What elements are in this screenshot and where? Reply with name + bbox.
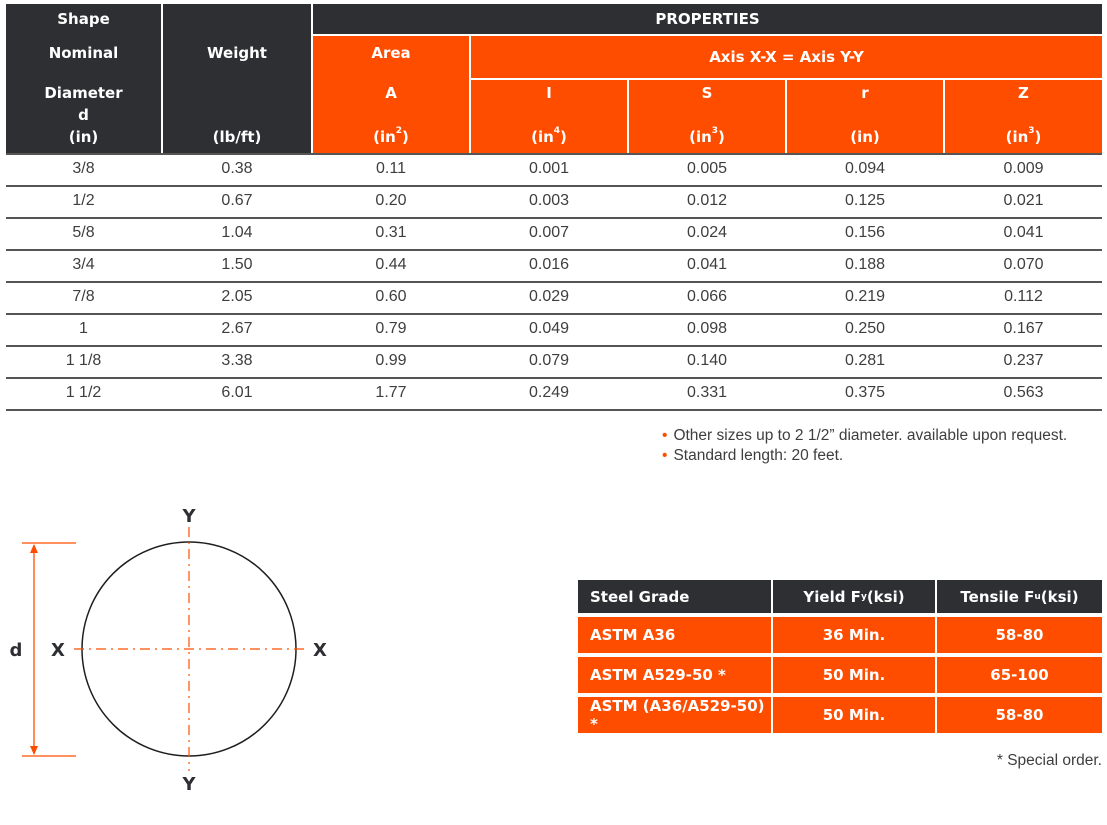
header-A: A xyxy=(385,84,397,102)
cell-area: 0.20 xyxy=(375,192,407,209)
header-d-unit: (in) xyxy=(68,128,99,146)
cell-Z: 0.070 xyxy=(1003,256,1044,273)
cell-r: 0.375 xyxy=(844,384,886,401)
cell-diameter: 3/4 xyxy=(72,256,95,273)
header-axis xyxy=(471,36,1102,78)
cell-diameter: 1/2 xyxy=(72,192,95,209)
header-area: Area xyxy=(371,44,411,62)
cell-I: 0.079 xyxy=(528,352,570,369)
cell-I: 0.007 xyxy=(528,224,570,241)
header-weight-cell xyxy=(163,4,311,154)
table-row xyxy=(6,346,1102,378)
cell-Z: 0.041 xyxy=(1003,224,1044,241)
cell-diameter: 1 1/2 xyxy=(65,384,102,401)
cell-weight: 0.38 xyxy=(221,160,253,177)
cell-S: 0.024 xyxy=(686,224,728,241)
cell-r: 0.281 xyxy=(844,352,886,369)
header-properties xyxy=(313,4,1102,34)
header-S-unit: $(in^3)$ xyxy=(689,126,725,146)
cell-Z: 0.237 xyxy=(1003,352,1044,369)
cell-diameter: 5/8 xyxy=(72,224,95,241)
cell-Z: 0.112 xyxy=(1004,288,1043,305)
cell-area: 0.31 xyxy=(375,224,407,241)
row-divider xyxy=(6,409,1102,411)
steel-header-yield: Yield F y (ksi) xyxy=(773,580,935,613)
header-shape-cell xyxy=(6,4,161,154)
cell-Z: 0.021 xyxy=(1003,192,1044,209)
cell-r: 0.156 xyxy=(844,224,886,241)
cell-weight: 2.67 xyxy=(221,320,253,337)
cell-area: 0.44 xyxy=(375,256,407,273)
cell-S: 0.066 xyxy=(686,288,728,305)
cell-I: 0.001 xyxy=(528,160,570,177)
header-weight: Weight xyxy=(207,44,267,62)
header-properties-label: PROPERTIES xyxy=(655,10,760,28)
header-S: S xyxy=(701,84,713,102)
cell-r: 0.219 xyxy=(844,288,886,305)
cell-area: 1.77 xyxy=(375,384,407,401)
header-shape: Shape xyxy=(57,10,110,28)
steel-cell-tensile: 65-100 xyxy=(937,657,1102,693)
table-row xyxy=(6,314,1102,346)
steel-header-grade: Steel Grade xyxy=(578,580,771,613)
cell-r: 0.125 xyxy=(844,192,886,209)
header-axis-label: Axis X-X = Axis Y-Y xyxy=(709,48,864,66)
note-standard-length: • Standard length: 20 feet. xyxy=(662,447,844,464)
header-area-cell xyxy=(313,36,469,154)
cell-diameter: 7/8 xyxy=(72,288,95,305)
cell-diameter: 1 xyxy=(79,320,88,337)
cell-area: 0.79 xyxy=(375,320,407,337)
header-d: d xyxy=(78,106,89,124)
header-Z: Z xyxy=(1018,84,1029,102)
header-S-cell xyxy=(629,80,785,154)
steel-cell-yield: 36 Min. xyxy=(773,617,935,653)
header-weight-unit: (lb/ft) xyxy=(212,128,262,146)
table-row xyxy=(6,378,1102,410)
steel-cell-yield: 50 Min. xyxy=(773,657,935,693)
dimension-arrow-bottom-icon xyxy=(30,746,38,755)
steel-cell-grade: ASTM (A36/A529-50) * xyxy=(578,697,771,733)
cell-I: 0.029 xyxy=(528,288,570,305)
header-r: r xyxy=(861,84,869,102)
cell-S: 0.005 xyxy=(686,160,728,177)
cell-I: 0.249 xyxy=(528,384,570,401)
cell-I: 0.049 xyxy=(528,320,570,337)
cell-weight: 1.04 xyxy=(221,224,253,241)
cell-Z: 0.167 xyxy=(1003,320,1044,337)
cell-diameter: 1 1/8 xyxy=(65,352,102,369)
cell-r: 0.188 xyxy=(844,256,886,273)
table-row xyxy=(6,218,1102,250)
footnote-special-order: * Special order. xyxy=(996,752,1102,769)
table-row xyxy=(6,282,1102,314)
label-x-left: X xyxy=(51,640,65,661)
steel-cell-grade: ASTM A529-50 * xyxy=(578,657,771,693)
cell-area: 0.99 xyxy=(375,352,407,369)
cell-r: 0.094 xyxy=(844,160,886,177)
cell-S: 0.012 xyxy=(686,192,728,209)
round-bar-cross-section xyxy=(0,495,360,800)
bullet-icon: • xyxy=(662,427,668,444)
table-row xyxy=(6,186,1102,218)
label-y-top: Y xyxy=(182,506,196,527)
steel-cell-tensile: 58-80 xyxy=(937,617,1102,653)
header-nominal: Nominal xyxy=(48,44,119,62)
cell-S: 0.140 xyxy=(686,352,728,369)
cell-weight: 2.05 xyxy=(221,288,253,305)
cell-weight: 1.50 xyxy=(221,256,253,273)
cell-area: 0.11 xyxy=(376,160,406,177)
steel-cell-yield: 50 Min. xyxy=(773,697,935,733)
label-x-right: X xyxy=(313,640,327,661)
steel-cell-grade: ASTM A36 xyxy=(578,617,771,653)
header-r-cell xyxy=(787,80,943,154)
header-Z-cell xyxy=(945,80,1102,154)
label-d: d xyxy=(9,640,23,661)
note-other-sizes: • Other sizes up to 2 1/2” diameter. available upon request. xyxy=(662,427,1068,444)
cell-weight: 0.67 xyxy=(221,192,253,209)
dimension-arrow-top-icon xyxy=(30,544,38,553)
cell-I: 0.016 xyxy=(528,256,570,273)
header-A-unit: $(in^2)$ xyxy=(373,126,409,146)
header-r-unit: (in) xyxy=(850,128,880,146)
bullet-icon: • xyxy=(662,447,668,464)
cell-I: 0.003 xyxy=(528,192,570,209)
cell-S: 0.041 xyxy=(686,256,728,273)
cell-area: 0.60 xyxy=(375,288,407,305)
cell-S: 0.331 xyxy=(686,384,728,401)
table-row xyxy=(6,154,1102,186)
table-row xyxy=(6,250,1102,282)
header-I: I xyxy=(546,84,552,102)
cell-weight: 3.38 xyxy=(221,352,253,369)
cell-weight: 6.01 xyxy=(221,384,253,401)
cell-Z: 0.009 xyxy=(1003,160,1044,177)
steel-header-tensile: Tensile F u (ksi) xyxy=(937,580,1102,613)
label-y-bottom: Y xyxy=(182,774,196,795)
cell-diameter: 3/8 xyxy=(72,160,95,177)
cell-S: 0.098 xyxy=(686,320,728,337)
steel-cell-tensile: 58-80 xyxy=(937,697,1102,733)
header-diameter: Diameter xyxy=(44,84,123,102)
header-Z-unit: $(in^3)$ xyxy=(1005,126,1042,146)
header-I-unit: $(in^4)$ xyxy=(531,126,567,146)
header-I-cell xyxy=(471,80,627,154)
cell-Z: 0.563 xyxy=(1003,384,1044,401)
cell-r: 0.250 xyxy=(844,320,886,337)
